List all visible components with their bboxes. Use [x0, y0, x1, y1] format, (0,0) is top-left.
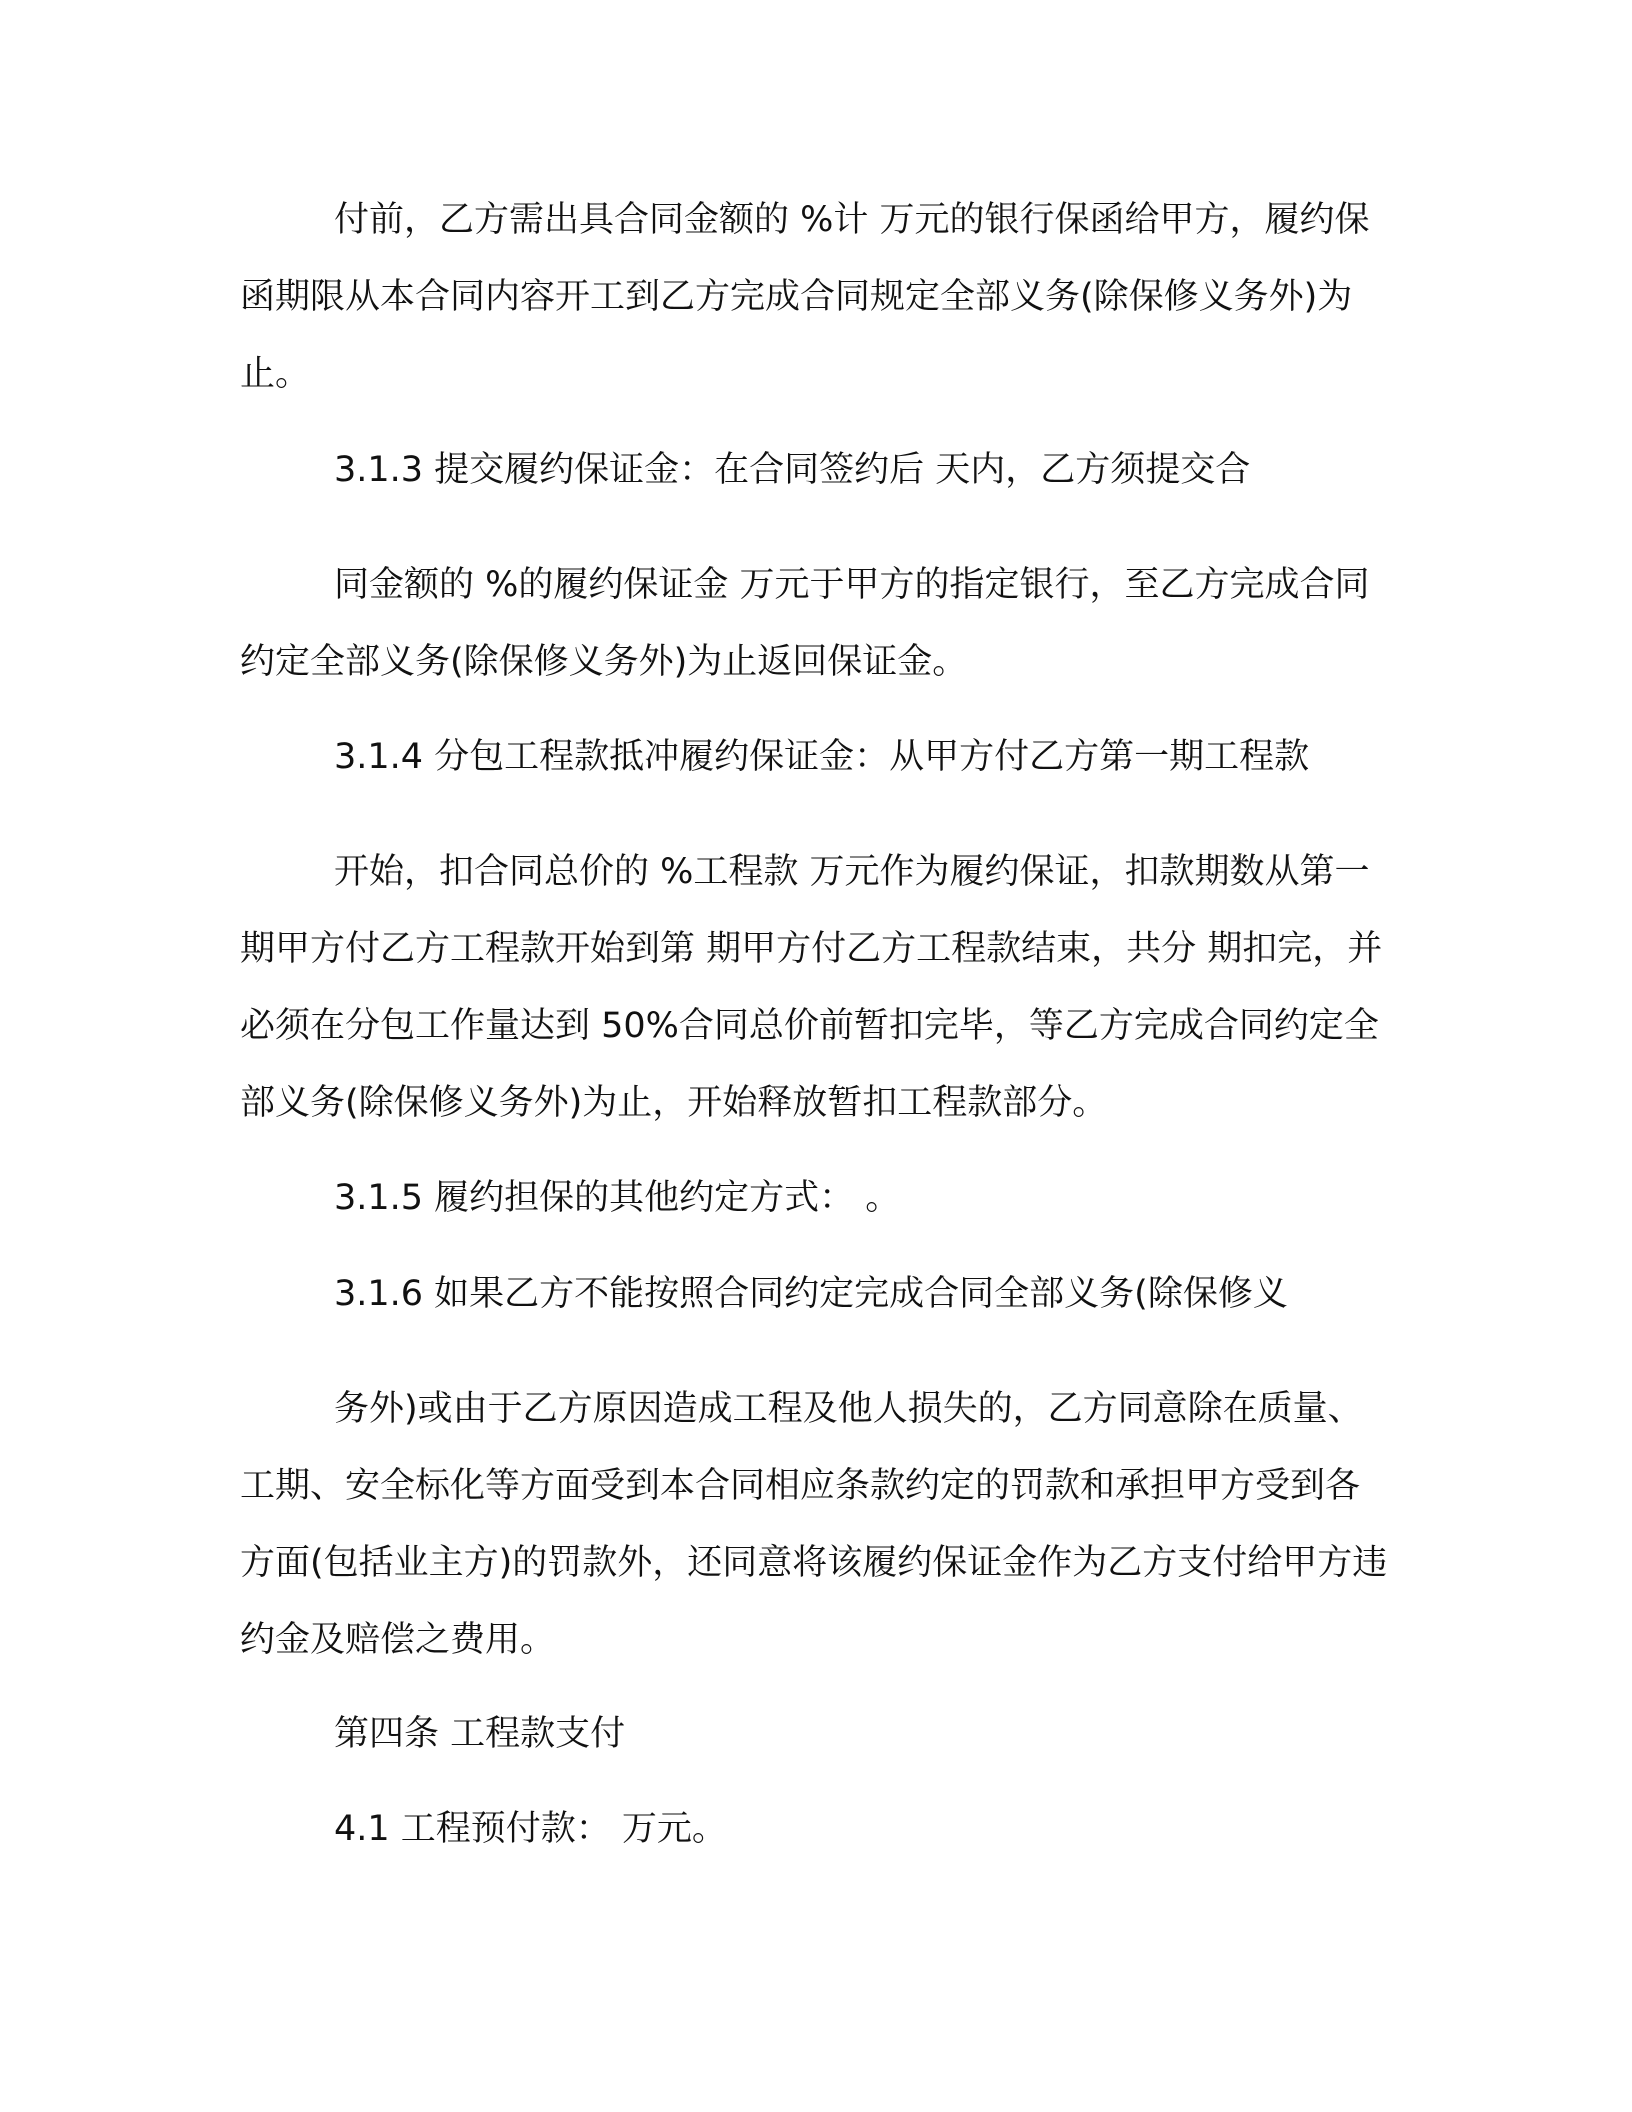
paragraph-3-1-3-heading: 3.1.3 提交履约保证金：在合同签约后 天内，乙方须提交合	[334, 450, 1251, 490]
paragraph-performance-guarantee-letter: 付前，乙方需出具合同金额的 %计 万元的银行保函给甲方，履约保函期限从本合同内容开工到乙方完成合同规定全部义务(除保修义务外)为止。	[240, 200, 1370, 394]
paragraph-3-1-4-body: 开始，扣合同总价的 %工程款 万元作为履约保证，扣款期数从第一期甲方付乙方工程款开始到第 期甲方付乙方工程款结束，共分 期扣完，并必须在分包工作量达到 50%合同总价前暂扣完毕，等乙方完成合同约定全部义务(除保修义务外)为止，开始释放暂扣工程款部分。	[240, 852, 1383, 1123]
paragraph-3-1-3-body: 同金额的 %的履约保证金 万元于甲方的指定银行，至乙方完成合同约定全部义务(除保修义务外)为止返回保证金。	[240, 565, 1370, 682]
paragraph-3-1-6-body: 务外)或由于乙方原因造成工程及他人损失的，乙方同意除在质量、工期、安全标化等方面受到本合同相应条款约定的罚款和承担甲方受到各方面(包括业主方)的罚款外，还同意将该履约保证金作为乙方支付给甲方违约金及赔偿之费用。	[240, 1389, 1388, 1660]
paragraph-3-1-5: 3.1.5 履约担保的其他约定方式： 。	[334, 1178, 901, 1218]
paragraph-3-1-4-heading: 3.1.4 分包工程款抵冲履约保证金：从甲方付乙方第一期工程款	[334, 737, 1310, 777]
paragraph-4-1-advance-payment: 4.1 工程预付款： 万元。	[334, 1809, 727, 1849]
section-heading-article-4: 第四条 工程款支付	[334, 1714, 626, 1754]
paragraph-3-1-6-heading: 3.1.6 如果乙方不能按照合同约定完成合同全部义务(除保修义	[334, 1274, 1288, 1314]
